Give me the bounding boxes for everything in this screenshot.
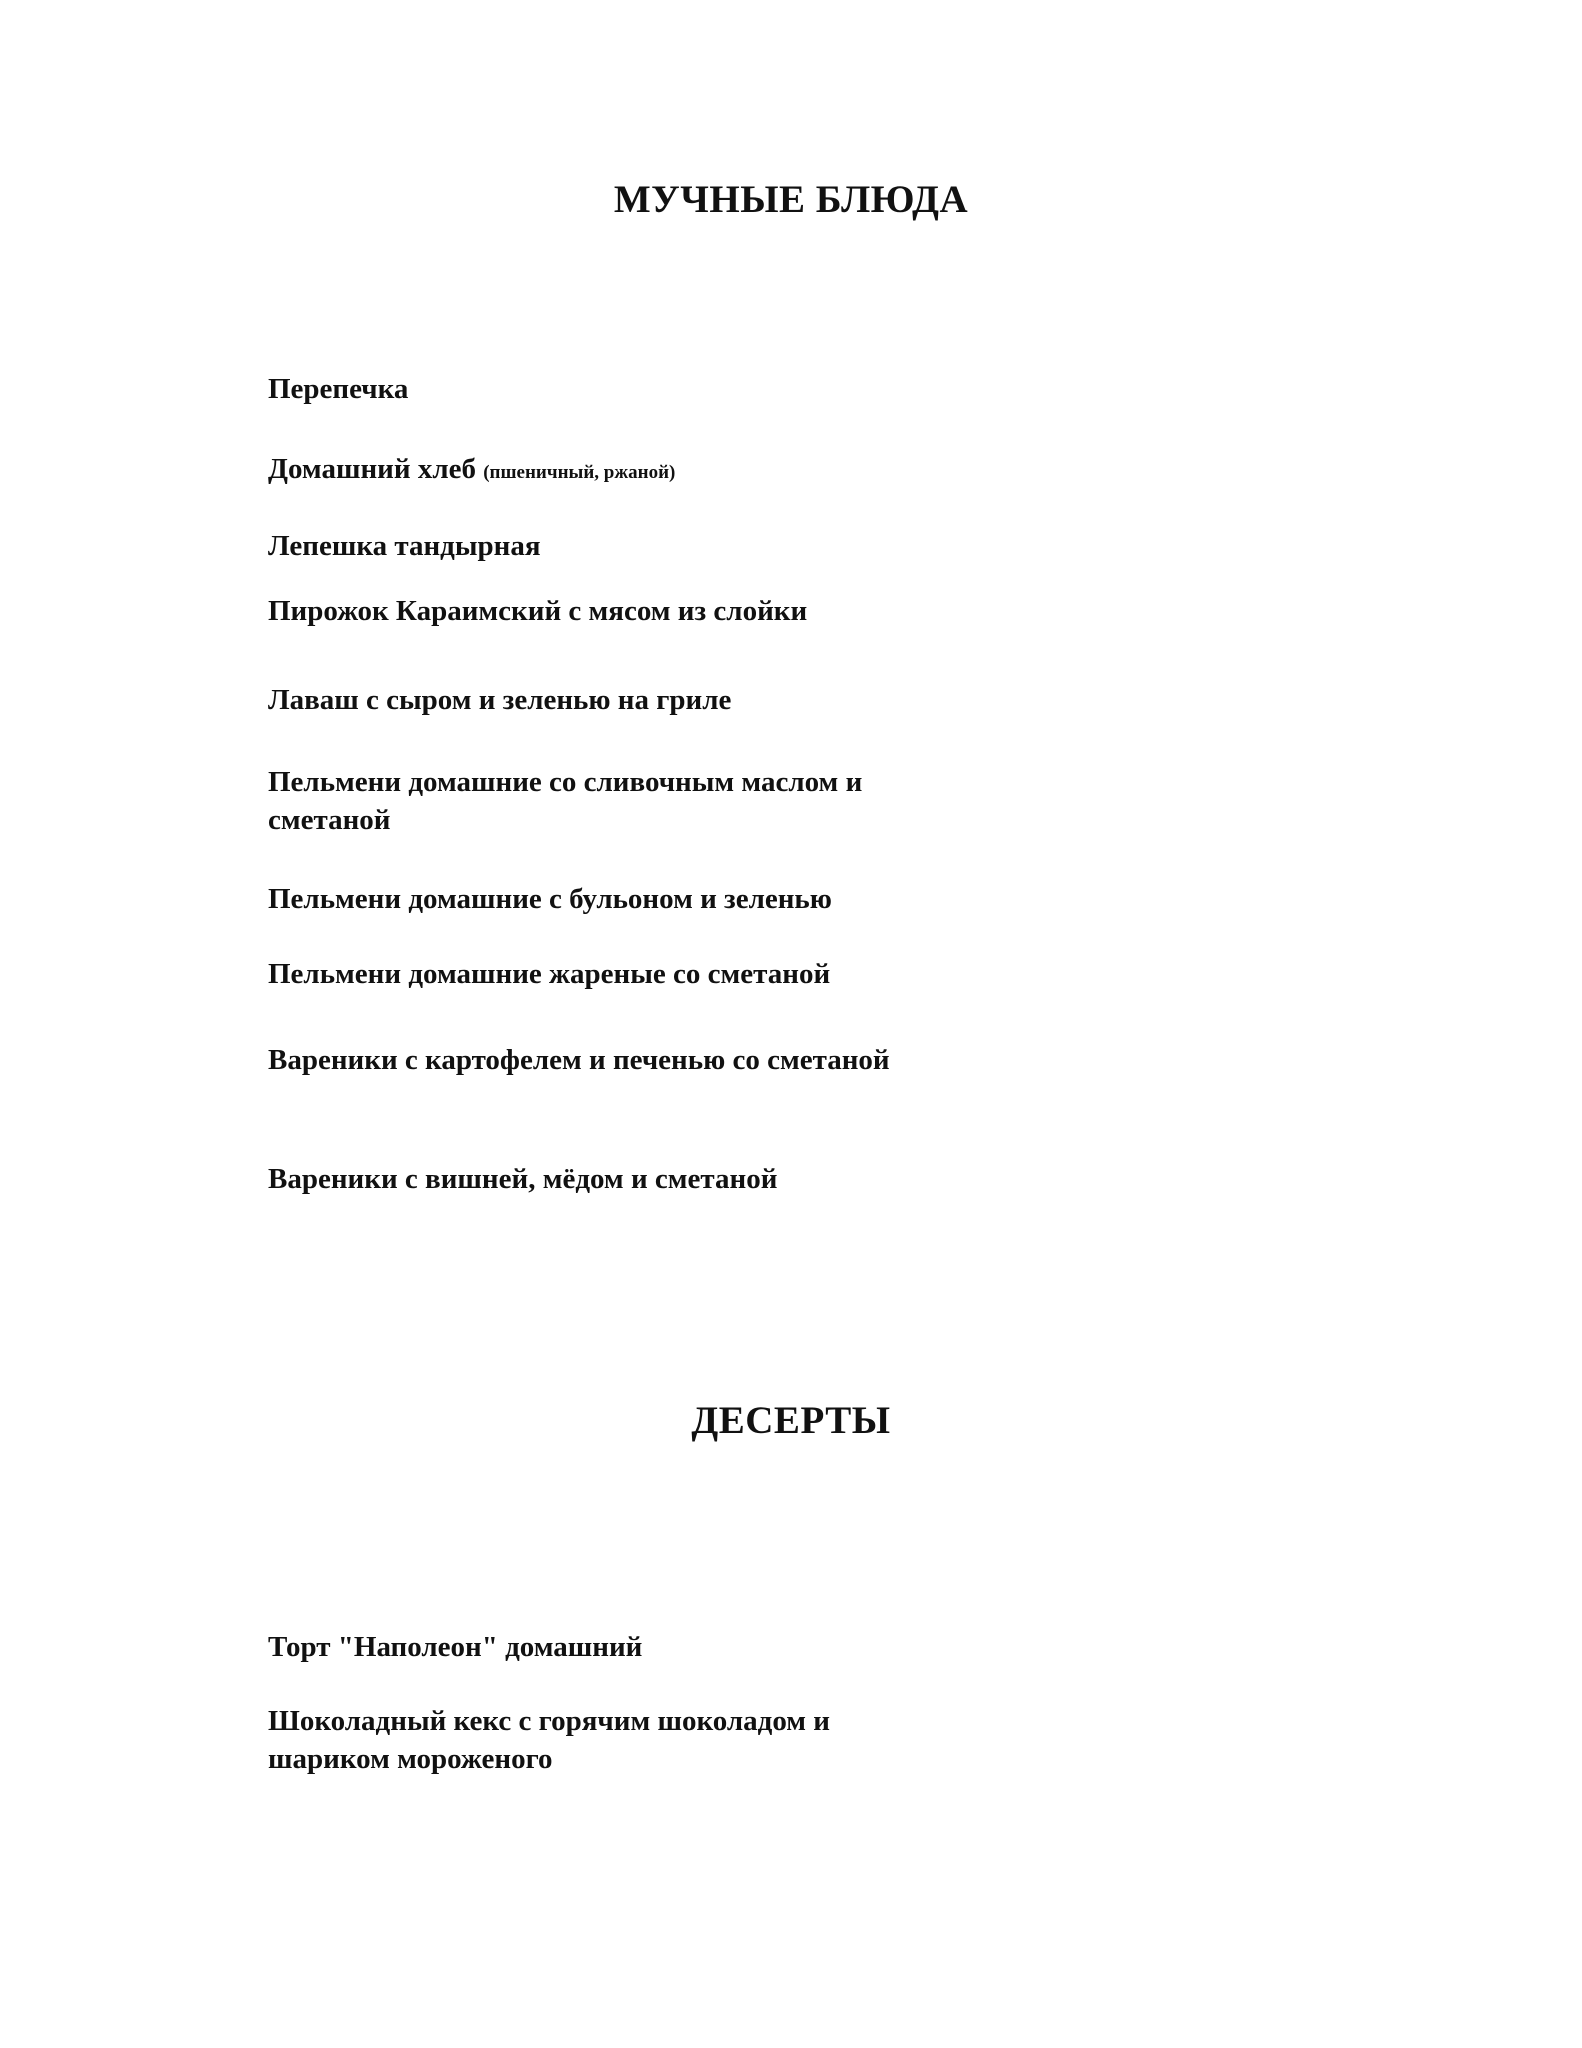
menu-item: Вареники с картофелем и печенью со сметаной bbox=[268, 1044, 890, 1076]
menu-item-name: Домашний хлеб bbox=[268, 453, 476, 485]
menu-item: Лаваш с сыром и зеленью на гриле bbox=[268, 684, 732, 716]
section-title-flour-dishes: МУЧНЫЕ БЛЮДА bbox=[613, 178, 969, 221]
menu-item: Пельмени домашние со сливочным маслом и сметаной bbox=[268, 766, 863, 836]
menu-item: Торт "Наполеон" домашний bbox=[268, 1631, 643, 1663]
menu-item: Пельмени домашние жареные со сметаной bbox=[268, 958, 831, 990]
section-title-desserts: ДЕСЕРТЫ bbox=[691, 1399, 891, 1442]
menu-item: Пельмени домашние с бульоном и зеленью bbox=[268, 883, 832, 915]
menu-item: Вареники с вишней, мёдом и сметаной bbox=[268, 1163, 778, 1195]
menu-item: Пирожок Караимский с мясом из слойки bbox=[268, 595, 808, 627]
menu-item bbox=[268, 450, 1028, 492]
menu-item: Шоколадный кекс с горячим шоколадом и шариком мороженого bbox=[268, 1705, 830, 1775]
menu-item-note: (пшеничный, ржаной) bbox=[483, 462, 676, 483]
menu-item: Лепешка тандырная bbox=[268, 530, 541, 562]
menu-item: Перепечка bbox=[268, 373, 409, 405]
